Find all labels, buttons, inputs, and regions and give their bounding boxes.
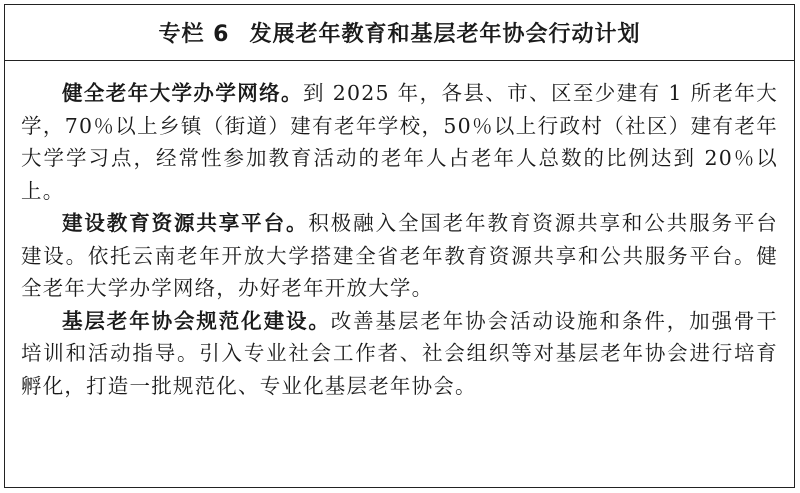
paragraph-text: 到 2025 年，各县、市、区至少建有 1 所老年大学，70％以上乡镇（街道）建有老年学校，50％以上行政村（社区）建有老年大学学习点，经常性参加教育活动的老年人占老年人总数的比例达到 20％以上。 xyxy=(21,81,779,203)
box-title-text: 发展老年教育和基层老年协会行动计划 xyxy=(249,22,641,47)
paragraph-heading: 基层老年协会规范化建设。 xyxy=(62,308,331,333)
paragraph-text: 改善基层老年协会活动设施和条件，加强骨干培训和活动指导。引入专业社会工作者、社会组织等对基层老年协会进行培育孵化，打造一批规范化、专业化基层老年协会。 xyxy=(21,308,778,398)
feature-box xyxy=(4,4,795,488)
paragraph-senior-university-network xyxy=(21,77,778,207)
box-header xyxy=(5,5,794,61)
paragraph-text: 积极融入全国老年教育资源共享和公共服务平台建设。依托云南老年开放大学搭建全省老年教育资源共享和公共服务平台。健全老年大学办学网络，办好老年开放大学。 xyxy=(21,211,779,300)
box-body xyxy=(21,77,778,402)
paragraph-grassroots-association xyxy=(21,305,778,403)
paragraph-heading: 建设教育资源共享平台。 xyxy=(62,211,309,235)
paragraph-resource-sharing-platform xyxy=(21,207,778,305)
box-label: 专栏 6 xyxy=(158,22,230,47)
box-title xyxy=(159,17,641,48)
paragraph-heading: 健全老年大学办学网络。 xyxy=(62,81,303,105)
